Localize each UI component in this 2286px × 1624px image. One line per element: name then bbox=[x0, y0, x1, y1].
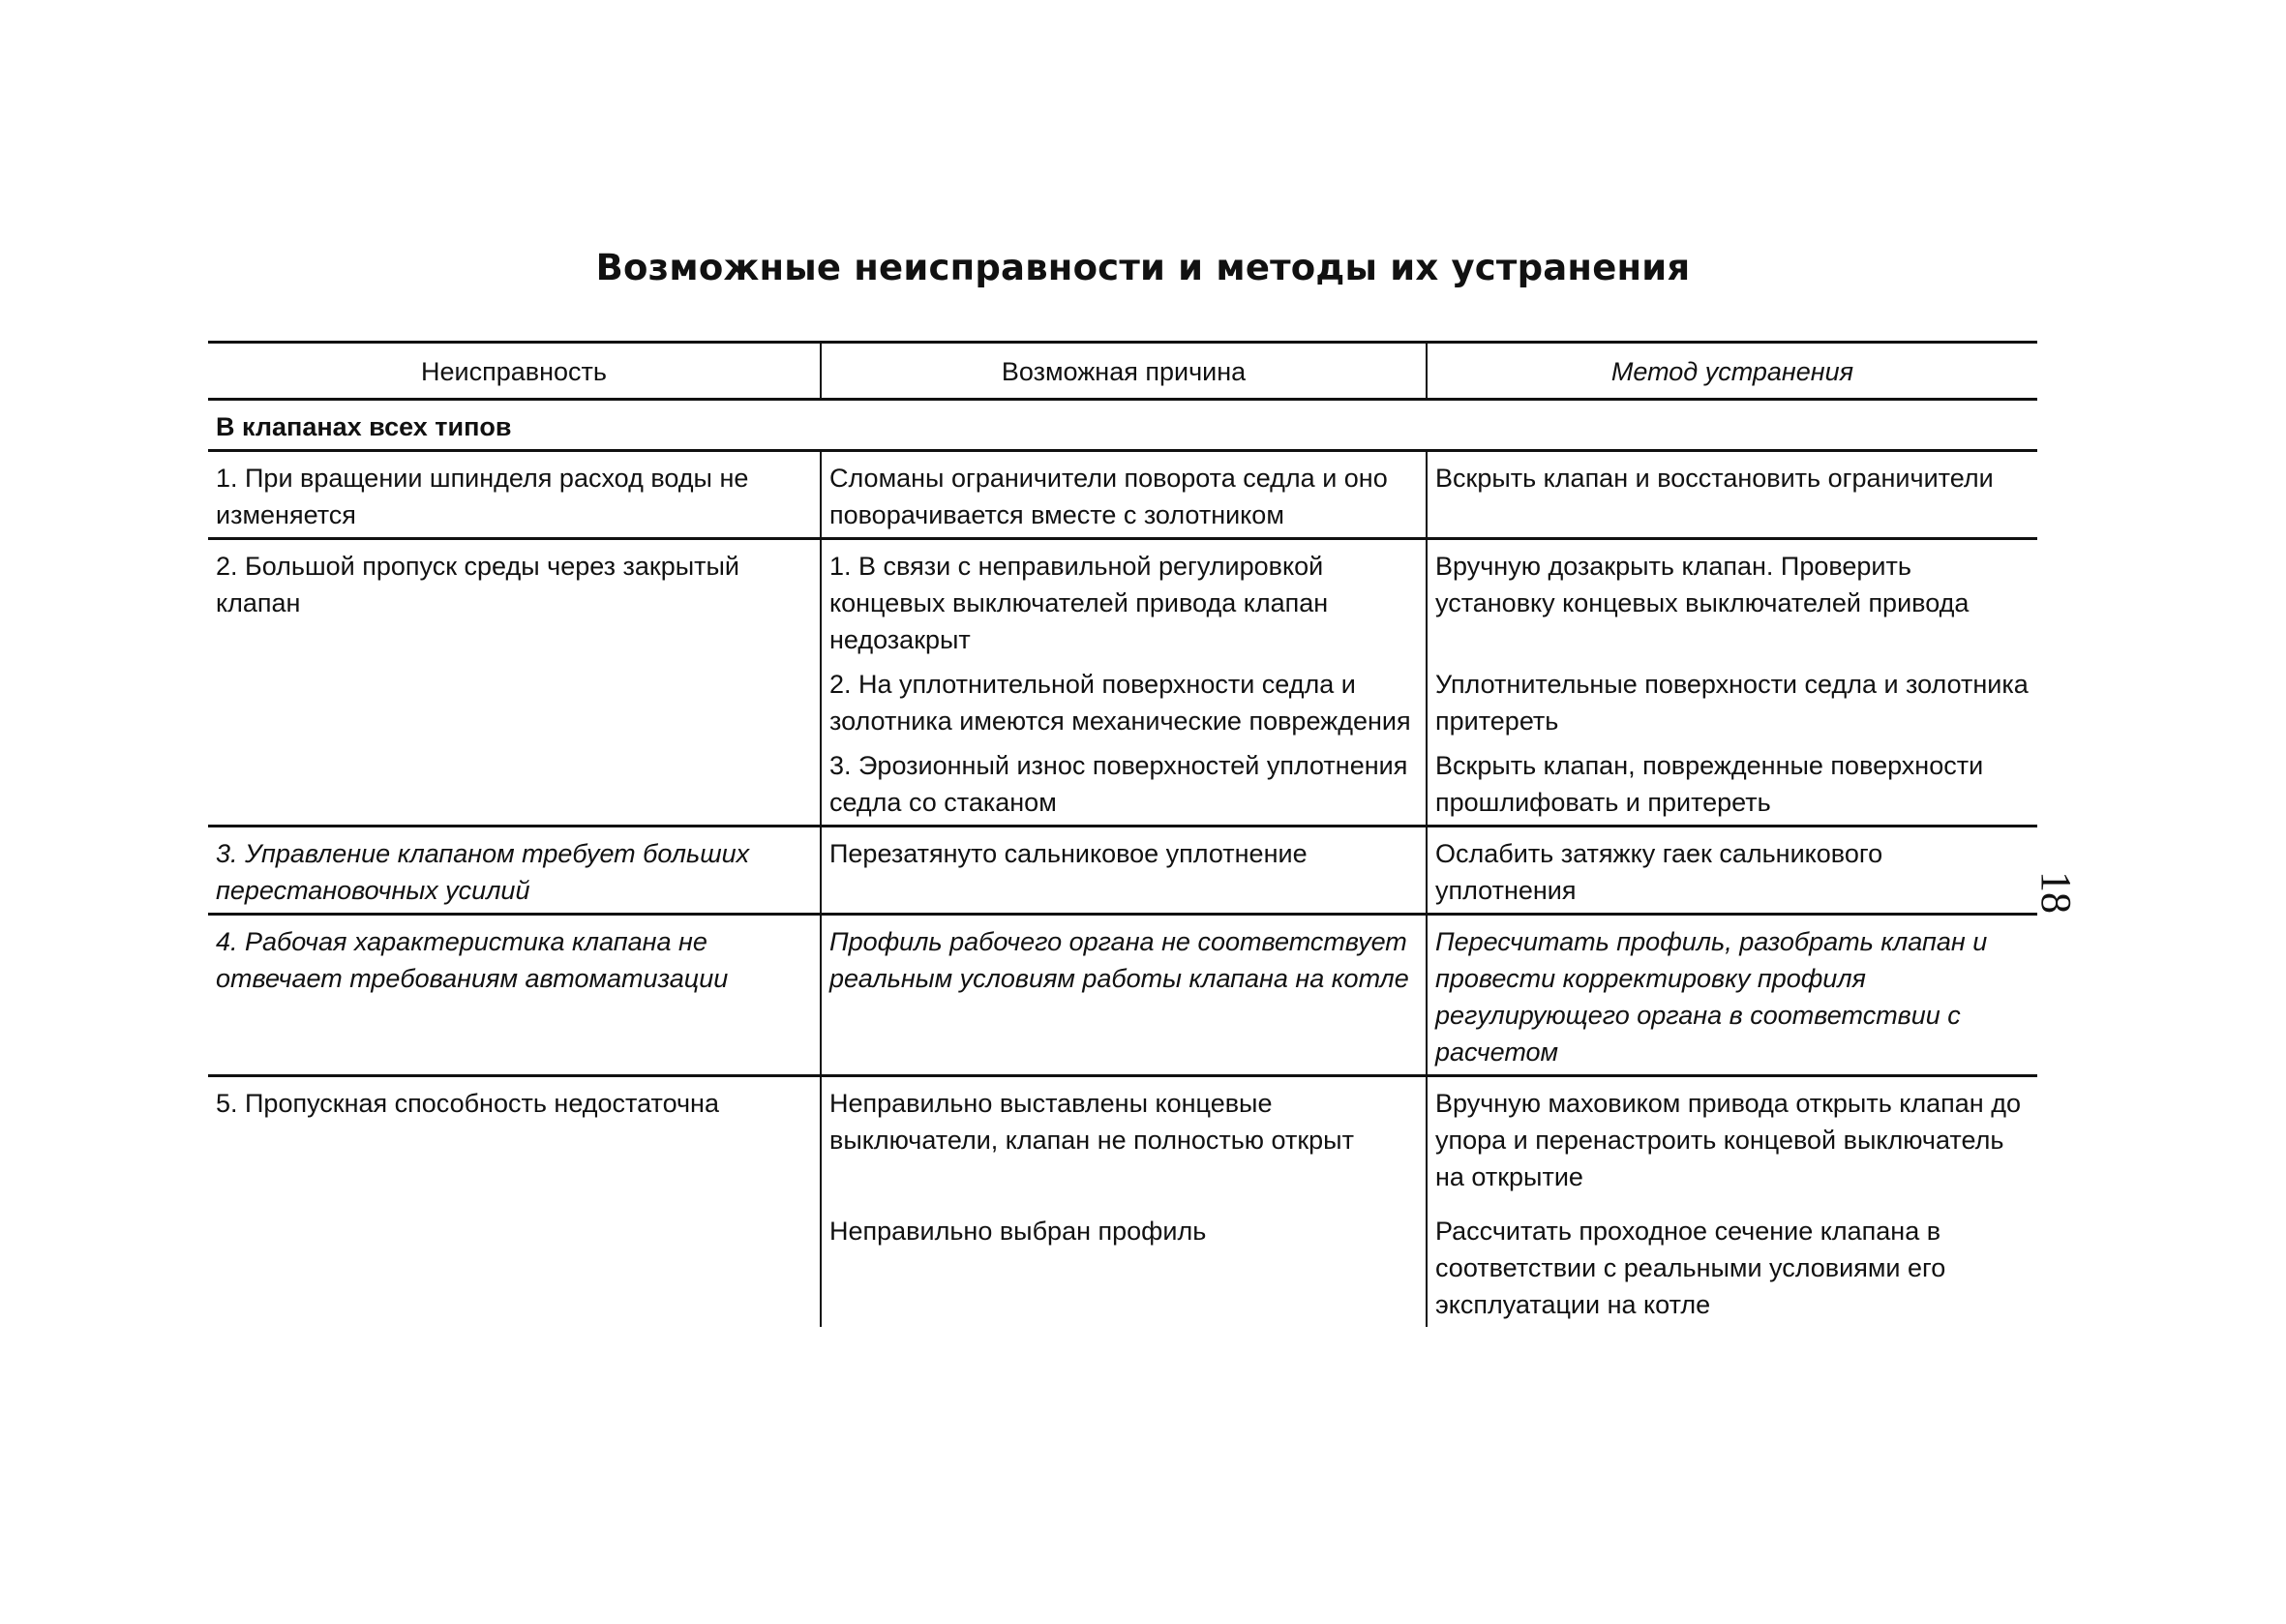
header-fault: Неисправность bbox=[208, 343, 821, 400]
method-cell: Ослабить затяжку гаек сальникового уплотнения bbox=[1427, 827, 2037, 915]
method-cell: Вскрыть клапан и восстановить ограничители bbox=[1427, 451, 2037, 539]
fault-cell: 2. Большой пропуск среды через закрытый клапан bbox=[208, 539, 821, 827]
method-cell: Пересчитать профиль, разобрать клапан и провести корректировку профиля регулирующего органа в соответствии с расчетом bbox=[1427, 915, 2037, 1076]
method-cell: Рассчитать проходное сечение клапана в соответствии с реальными условиями его эксплуатации на котле bbox=[1427, 1199, 2037, 1327]
header-method: Метод устранения bbox=[1427, 343, 2037, 400]
faults-table bbox=[208, 341, 2037, 1327]
table-header-row bbox=[208, 343, 2037, 400]
cause-cell: 1. В связи с неправильной регулировкой концевых выключателей привода клапан недозакрыт bbox=[821, 539, 1427, 663]
cause-cell: Перезатянуто сальниковое уплотнение bbox=[821, 827, 1427, 915]
method-cell: Вскрыть клапан, поврежденные поверхности прошлифовать и притереть bbox=[1427, 743, 2037, 827]
method-cell: Вручную дозакрыть клапан. Проверить установку концевых выключателей привода bbox=[1427, 539, 2037, 663]
table-row bbox=[208, 915, 2037, 1076]
page-title: Возможные неисправности и методы их устранения bbox=[595, 247, 1691, 288]
method-cell: Уплотнительные поверхности седла и золотника притереть bbox=[1427, 662, 2037, 743]
cause-cell: Неправильно выбран профиль bbox=[821, 1199, 1427, 1327]
section-title: В клапанах всех типов bbox=[208, 400, 2037, 451]
fault-cell: 1. При вращении шпинделя расход воды не изменяется bbox=[208, 451, 821, 539]
table-row bbox=[208, 451, 2037, 539]
page-number: 18 bbox=[2032, 871, 2080, 914]
section-row bbox=[208, 400, 2037, 451]
cause-cell: 2. На уплотнительной поверхности седла и золотника имеются механические повреждения bbox=[821, 662, 1427, 743]
table-row bbox=[208, 827, 2037, 915]
fault-cell: 4. Рабочая характеристика клапана не отвечает требованиям автоматизации bbox=[208, 915, 821, 1076]
fault-cell: 5. Пропускная способность недостаточна bbox=[216, 1089, 719, 1118]
cause-cell: Неправильно выставлены концевые выключатели, клапан не полностью открыт bbox=[821, 1076, 1427, 1200]
header-cause: Возможная причина bbox=[821, 343, 1427, 400]
table-row bbox=[208, 539, 2037, 663]
method-cell: Вручную маховиком привода открыть клапан до упора и перенастроить концевой выключатель на открытие bbox=[1427, 1076, 2037, 1200]
cause-cell: 3. Эрозионный износ поверхностей уплотнения седла со стаканом bbox=[821, 743, 1427, 827]
table-row bbox=[208, 1076, 2037, 1200]
cause-cell: Профиль рабочего органа не соответствует реальным условиям работы клапана на котле bbox=[821, 915, 1427, 1076]
cause-cell: Сломаны ограничители поворота седла и оно поворачивается вместе с золотником bbox=[821, 451, 1427, 539]
fault-cell: 3. Управление клапаном требует больших перестановочных усилий bbox=[208, 827, 821, 915]
